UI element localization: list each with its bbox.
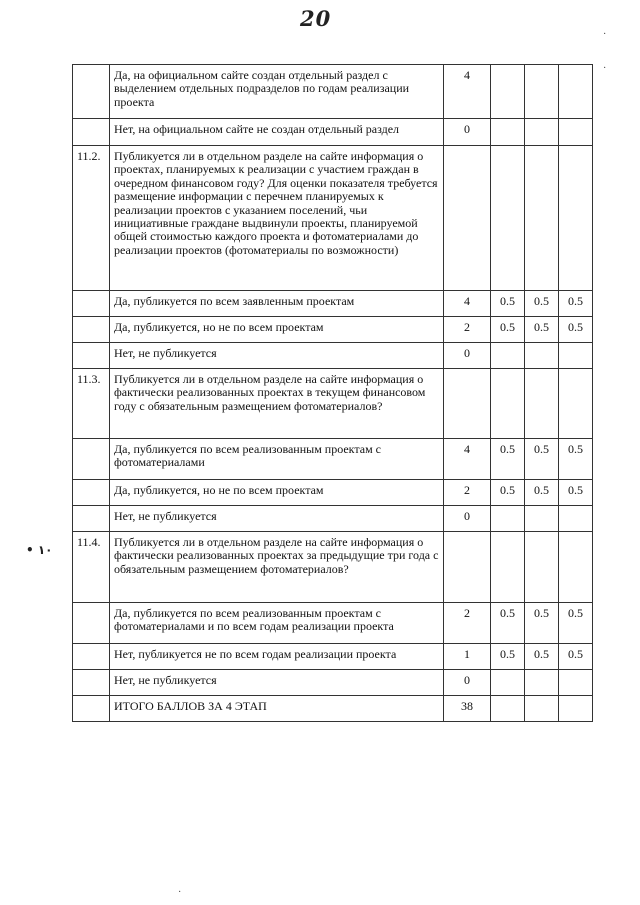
sub-score-cell-2 xyxy=(525,65,559,119)
table-row xyxy=(73,480,593,506)
table-row xyxy=(73,317,593,343)
criterion-text-cell: Нет, не публикуется xyxy=(110,670,444,696)
sub-score-cell-1: 0.5 xyxy=(491,291,525,317)
sub-score-cell-2 xyxy=(525,369,559,439)
sub-score-cell-2 xyxy=(525,146,559,291)
max-score-cell xyxy=(444,532,491,603)
sub-score-cell-1 xyxy=(491,670,525,696)
table-row xyxy=(73,439,593,480)
sub-score-cell-3: 0.5 xyxy=(559,644,593,670)
page-number: 20 xyxy=(300,6,332,31)
criterion-text-cell: Нет, не публикуется xyxy=(110,343,444,369)
sub-score-cell-3: 0.5 xyxy=(559,291,593,317)
criterion-text-cell: Публикуется ли в отдельном разделе на сайте информация о фактически реализованных проектах в текущем финансовом году с обязательным размещением фотоматериалов? xyxy=(110,369,444,439)
max-score-cell: 0 xyxy=(444,506,491,532)
row-number-cell xyxy=(73,119,110,146)
sub-score-cell-2: 0.5 xyxy=(525,480,559,506)
row-number-cell xyxy=(73,603,110,644)
sub-score-cell-3 xyxy=(559,119,593,146)
criterion-text-cell: Нет, на официальном сайте не создан отдельный раздел xyxy=(110,119,444,146)
sub-score-cell-2: 0.5 xyxy=(525,644,559,670)
table-row xyxy=(73,644,593,670)
criterion-text-cell: Да, публикуется, но не по всем проектам xyxy=(110,480,444,506)
criterion-text-cell: Да, на официальном сайте создан отдельный раздел с выделением отдельных подразделов по годам реализации проекта xyxy=(110,65,444,119)
sub-score-cell-1 xyxy=(491,146,525,291)
sub-score-cell-3: 0.5 xyxy=(559,603,593,644)
sub-score-cell-3: 0.5 xyxy=(559,439,593,480)
max-score-cell: 0 xyxy=(444,343,491,369)
sub-score-cell-1 xyxy=(491,532,525,603)
table-row xyxy=(73,696,593,722)
table-row xyxy=(73,119,593,146)
row-number-cell: 11.2. xyxy=(73,146,110,291)
max-score-cell xyxy=(444,146,491,291)
sub-score-cell-2 xyxy=(525,532,559,603)
sub-score-cell-2 xyxy=(525,696,559,722)
sub-score-cell-3 xyxy=(559,369,593,439)
sub-score-cell-2: 0.5 xyxy=(525,603,559,644)
sub-score-cell-3 xyxy=(559,506,593,532)
max-score-cell: 4 xyxy=(444,65,491,119)
criterion-text-cell: Публикуется ли в отдельном разделе на сайте информация о проектах, планируемых к реализации с участием граждан в очередном финансовом году? Для оценки показателя требуется размещение информации с перечнем планируемых к реализации проектов с указанием поселений, чьи инициативные граждане выдвинули проекты, планируемой общей стоимостью каждого проекта и фотоматериалами до реализации проектов (фотоматериалы по возможности) xyxy=(110,146,444,291)
scan-speck: · xyxy=(603,29,607,40)
row-number-cell xyxy=(73,291,110,317)
table-row xyxy=(73,670,593,696)
sub-score-cell-3: 0.5 xyxy=(559,317,593,343)
sub-score-cell-1 xyxy=(491,119,525,146)
criterion-text-cell: Нет, не публикуется xyxy=(110,506,444,532)
table-row xyxy=(73,291,593,317)
max-score-cell: 2 xyxy=(444,317,491,343)
sub-score-cell-1: 0.5 xyxy=(491,603,525,644)
row-number-cell xyxy=(73,65,110,119)
sub-score-cell-2: 0.5 xyxy=(525,317,559,343)
scan-speck: · xyxy=(178,887,182,898)
sub-score-cell-1 xyxy=(491,369,525,439)
row-number-cell xyxy=(73,506,110,532)
row-number-cell: 11.4. xyxy=(73,532,110,603)
scan-speck: · xyxy=(603,63,607,74)
sub-score-cell-2 xyxy=(525,343,559,369)
row-number-cell xyxy=(73,343,110,369)
sub-score-cell-3 xyxy=(559,146,593,291)
max-score-cell: 38 xyxy=(444,696,491,722)
sub-score-cell-1: 0.5 xyxy=(491,480,525,506)
max-score-cell: 4 xyxy=(444,439,491,480)
sub-score-cell-1 xyxy=(491,506,525,532)
sub-score-cell-3 xyxy=(559,670,593,696)
row-number-cell: 11.3. xyxy=(73,369,110,439)
sub-score-cell-1 xyxy=(491,696,525,722)
sub-score-cell-3 xyxy=(559,532,593,603)
sub-score-cell-2: 0.5 xyxy=(525,439,559,480)
max-score-cell: 0 xyxy=(444,119,491,146)
sub-score-cell-1: 0.5 xyxy=(491,644,525,670)
table-row xyxy=(73,603,593,644)
table-body xyxy=(73,65,593,722)
sub-score-cell-2 xyxy=(525,506,559,532)
sub-score-cell-1: 0.5 xyxy=(491,317,525,343)
table-row xyxy=(73,369,593,439)
sub-score-cell-2: 0.5 xyxy=(525,291,559,317)
table-row xyxy=(73,343,593,369)
table-row xyxy=(73,506,593,532)
criterion-text-cell: ИТОГО БАЛЛОВ ЗА 4 ЭТАП xyxy=(110,696,444,722)
sub-score-cell-1: 0.5 xyxy=(491,439,525,480)
max-score-cell: 1 xyxy=(444,644,491,670)
criterion-text-cell: Да, публикуется, но не по всем проектам xyxy=(110,317,444,343)
max-score-cell xyxy=(444,369,491,439)
margin-mark: • ١٠ xyxy=(26,543,53,557)
row-number-cell xyxy=(73,644,110,670)
criterion-text-cell: Да, публикуется по всем заявленным проектам xyxy=(110,291,444,317)
criterion-text-cell: Да, публикуется по всем реализованным проектам с фотоматериалами и по всем годам реализации проекта xyxy=(110,603,444,644)
criterion-text-cell: Да, публикуется по всем реализованным проектам с фотоматериалами xyxy=(110,439,444,480)
sub-score-cell-2 xyxy=(525,119,559,146)
max-score-cell: 2 xyxy=(444,480,491,506)
sub-score-cell-3 xyxy=(559,696,593,722)
max-score-cell: 0 xyxy=(444,670,491,696)
criteria-score-table xyxy=(72,64,593,722)
row-number-cell xyxy=(73,439,110,480)
table-row xyxy=(73,532,593,603)
criterion-text-cell: Публикуется ли в отдельном разделе на сайте информация о фактически реализованных проектах за предыдущие три года с обязательным размещением фотоматериалов? xyxy=(110,532,444,603)
sub-score-cell-1 xyxy=(491,343,525,369)
sub-score-cell-3 xyxy=(559,65,593,119)
sub-score-cell-2 xyxy=(525,670,559,696)
row-number-cell xyxy=(73,670,110,696)
sub-score-cell-3: 0.5 xyxy=(559,480,593,506)
table-row xyxy=(73,146,593,291)
sub-score-cell-1 xyxy=(491,65,525,119)
sub-score-cell-3 xyxy=(559,343,593,369)
table-row xyxy=(73,65,593,119)
max-score-cell: 2 xyxy=(444,603,491,644)
max-score-cell: 4 xyxy=(444,291,491,317)
row-number-cell xyxy=(73,696,110,722)
row-number-cell xyxy=(73,317,110,343)
criterion-text-cell: Нет, публикуется не по всем годам реализации проекта xyxy=(110,644,444,670)
row-number-cell xyxy=(73,480,110,506)
